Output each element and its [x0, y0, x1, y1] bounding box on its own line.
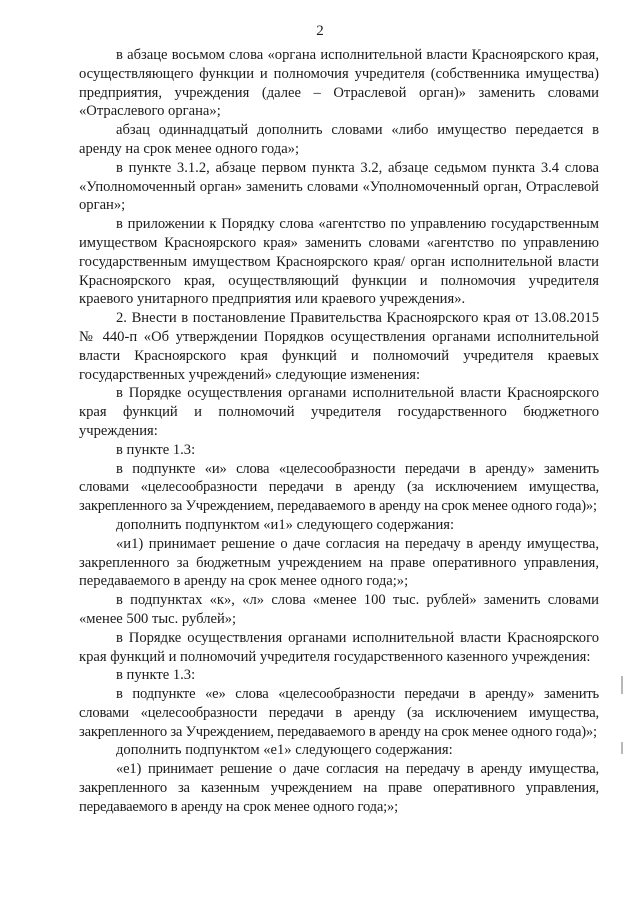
- paragraph-9: дополнить подпунктом «и1» следующего содержания:: [116, 516, 455, 533]
- document-body: [79, 46, 599, 817]
- paragraph-15: дополнить подпунктом «е1» следующего содержания:: [116, 742, 453, 759]
- scan-margin-mark: [621, 742, 623, 754]
- paragraph-3: в пункте 3.1.2, абзаце первом пункта 3.2, абзаце седьмом пункта 3.4 слова «Уполномоченный орган» заменить словами «Уполномоченный орган, Отраслевой орган»;: [79, 159, 599, 214]
- paragraph-5: 2. Внести в постановление Правительства Красноярского края от 13.08.2015 № 440-п «Об утверждении Порядков осуществления органами исполнительной власти Красноярского края функций и полномочий учредителя краевых государственных учреждений» следующие изменения:: [79, 310, 599, 383]
- paragraph-1: в абзаце восьмом слова «органа исполнительной власти Красноярского края, осуществляющего функции и полномочия учредителя (собственника имущества) предприятия, учреждения (далее – Отраслевой орган)» заменить словами «Отраслевого органа»;: [79, 47, 599, 120]
- paragraph-4: в приложении к Порядку слова «агентство по управлению государственным имуществом Красноярского края» заменить словами «агентство по управлению государственным имуществом Красноярского края/ орган исполнительной власти Красноярского края, осуществляющий функции и полномочия учредителя краевого унитарного предприятия или краевого учреждения».: [79, 216, 599, 308]
- paragraph-14: в подпункте «е» слова «целесообразности передачи в аренду» заменить словами «целесообразности передачи в аренду (за исключением имущества, закрепленного за Учреждением, передаваемого в аренду на срок менее одного года)»;: [79, 686, 599, 740]
- paragraph-2: абзац одиннадцатый дополнить словами «либо имущество передается в аренду на срок менее одного года»;: [79, 122, 599, 157]
- paragraph-16: «е1) принимает решение о даче согласия на передачу в аренду имущества, закрепленного за казенным учреждением на праве оперативного управления, передаваемого в аренду на срок менее одного года;»;: [79, 761, 599, 815]
- paragraph-11: в подпунктах «к», «л» слова «менее 100 тыс. рублей» заменить словами «менее 500 тыс. рублей»;: [79, 592, 599, 627]
- paragraph-12: в Порядке осуществления органами исполнительной власти Красноярского края функций и полномочий учредителя государственного казенного учреждения:: [79, 629, 599, 665]
- page-number: 2: [316, 23, 324, 39]
- paragraph-13: в пункте 1.3:: [116, 667, 196, 684]
- paragraph-7: в пункте 1.3:: [116, 441, 196, 458]
- paragraph-6: в Порядке осуществления органами исполнительной власти Красноярского края функций и полномочий учредителя государственного бюджетного учреждения:: [79, 385, 599, 439]
- paragraph-10: «и1) принимает решение о даче согласия на передачу в аренду имущества, закрепленного за бюджетным учреждением на праве оперативного управления, передаваемого в аренду на срок менее одного года;»;: [79, 535, 599, 590]
- scan-margin-mark: [621, 676, 623, 694]
- paragraph-8: в подпункте «и» слова «целесообразности передачи в аренду» заменить словами «целесообразности передачи в аренду (за исключением имущества, закрепленного за Учреждением, передаваемого в аренду на срок менее одного года)»;: [79, 460, 599, 515]
